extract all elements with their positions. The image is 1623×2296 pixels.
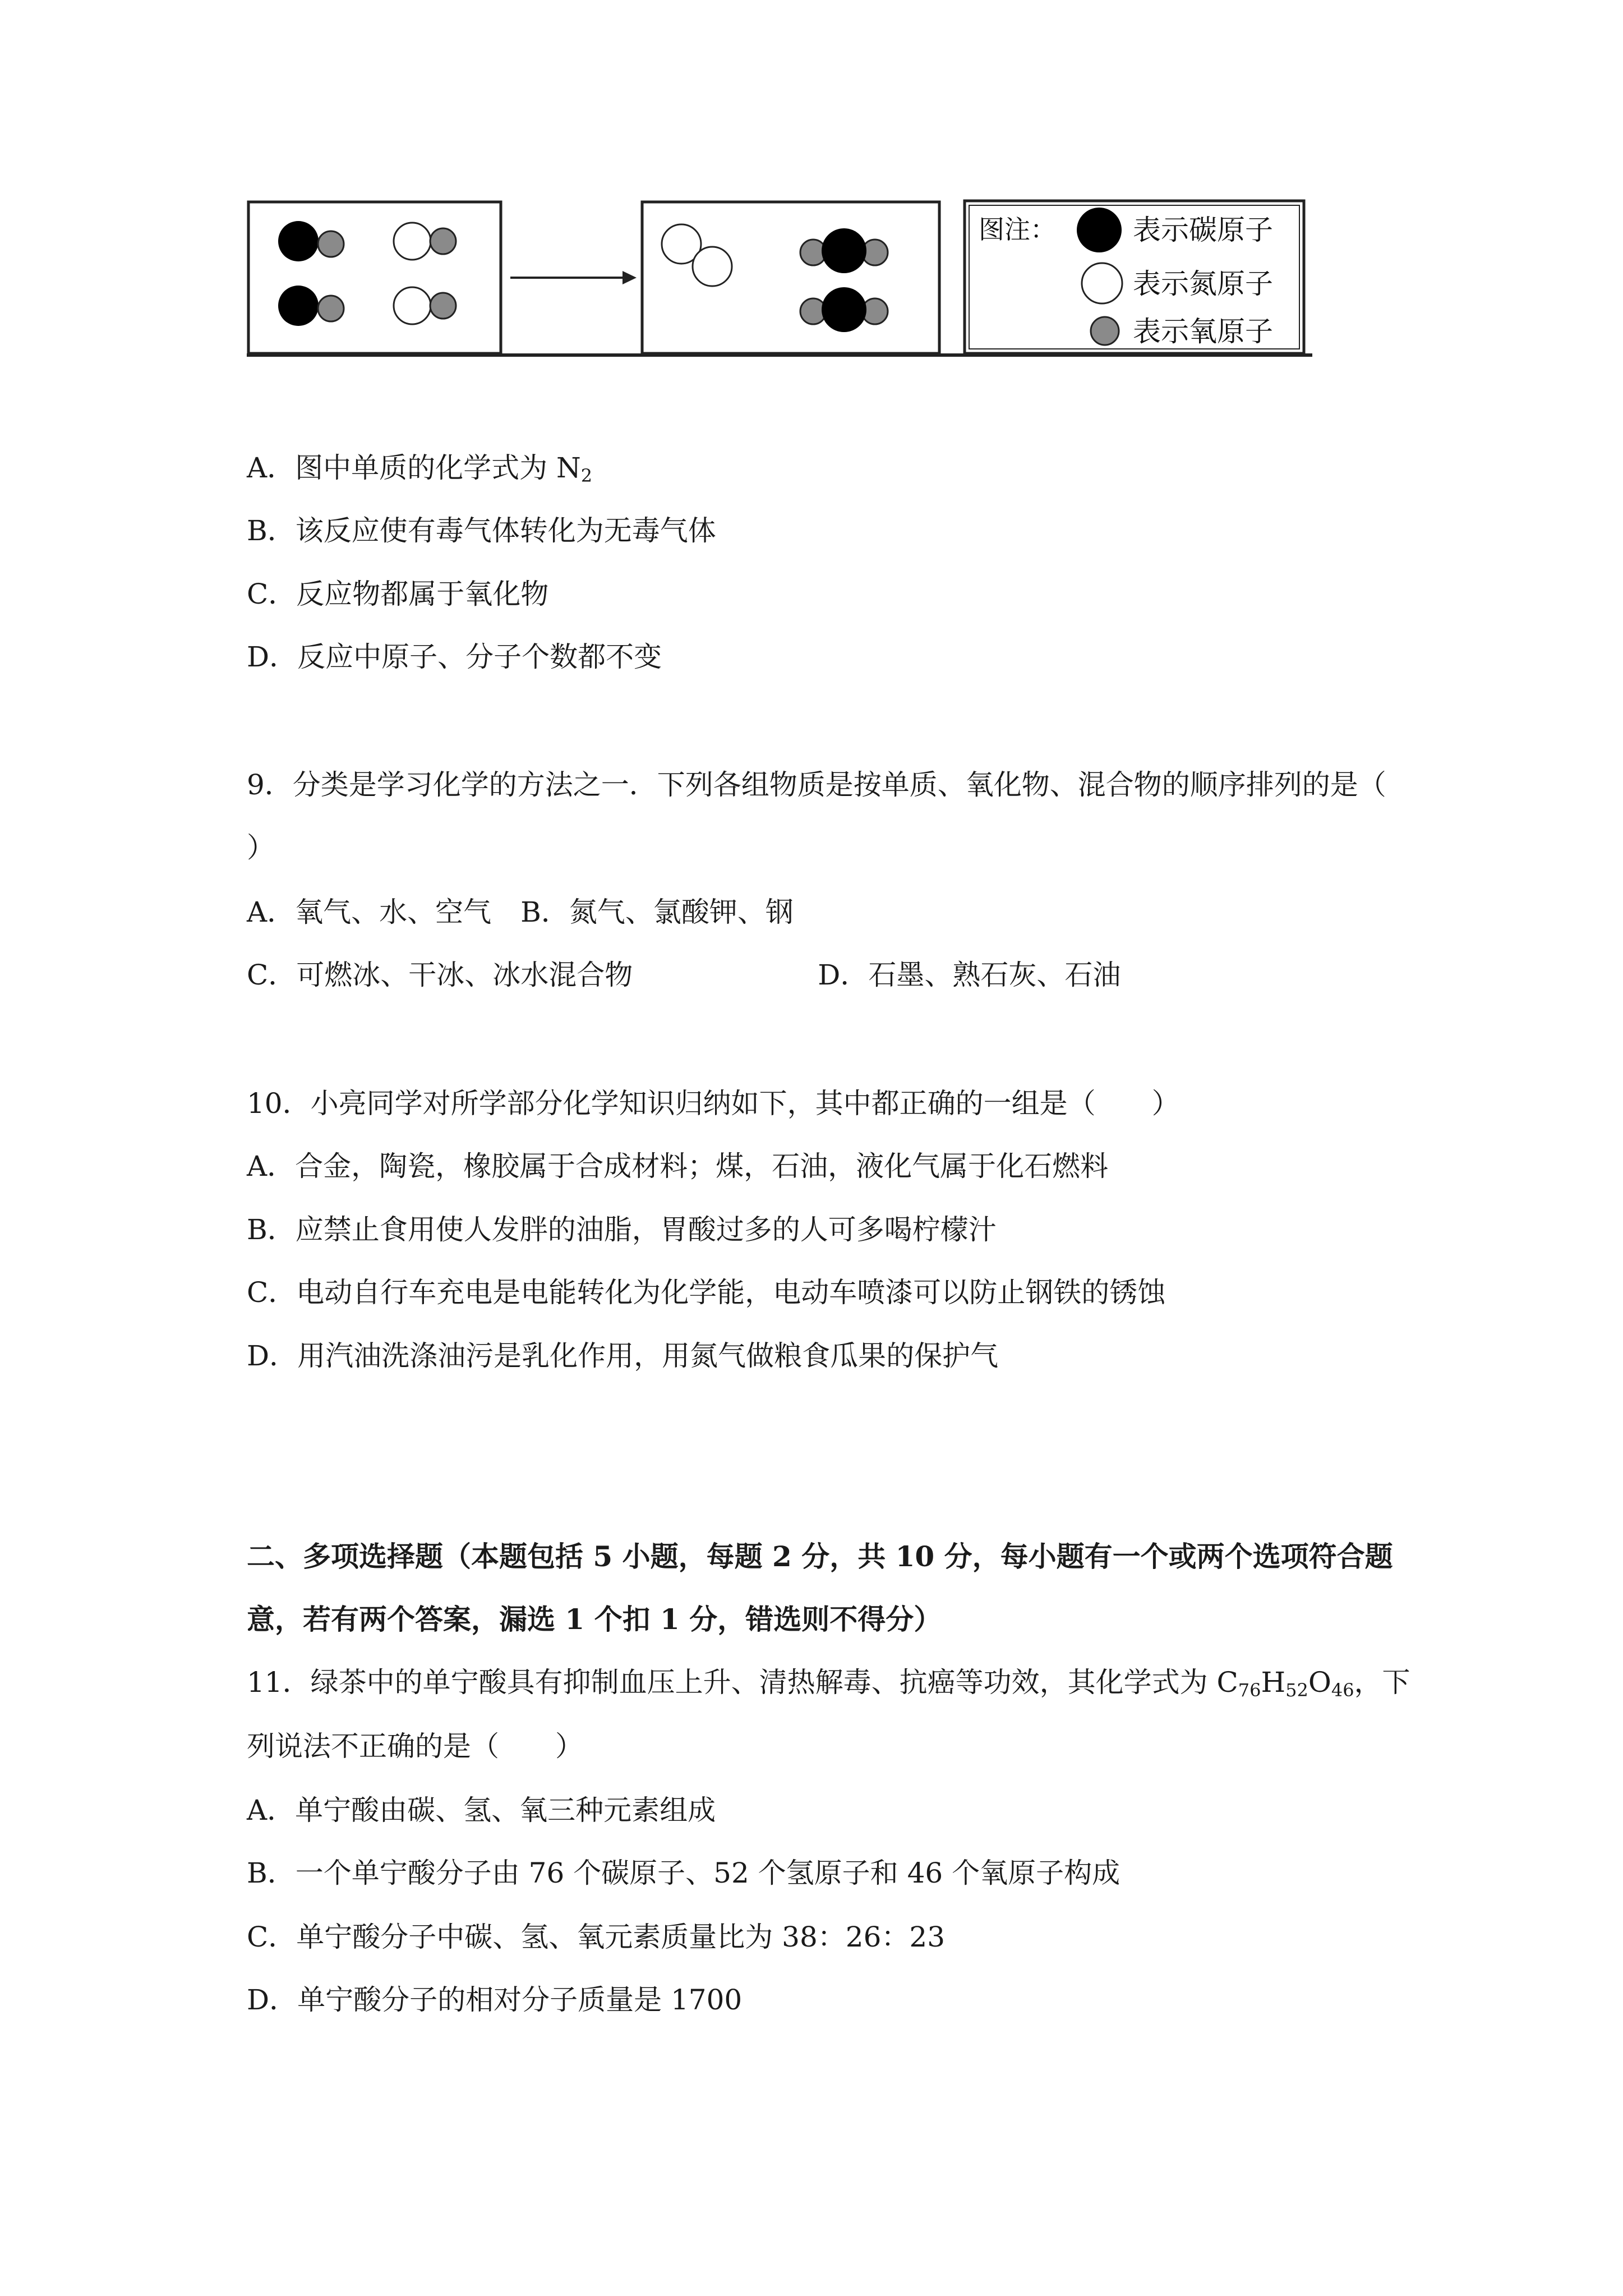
legend-carbon-label: 表示碳原子 [1133,214,1273,246]
q10-option-d: D．用汽油洗涤油污是乳化作用，用氮气做粮食瓜果的保护气 [247,1340,999,1372]
q10-stem: 10．小亮同学对所学部分化学知识归纳如下，其中都正确的一组是（ ） [247,1087,1180,1120]
reaction-arrow [510,271,637,284]
subscript: 2 [580,465,593,486]
oxygen-atom-icon [1091,317,1119,345]
section2-heading-line1: 二、多项选择题（本题包括 5 小题，每题 2 分，共 10 分，每小题有一个或两个选项符合题 [247,1540,1393,1573]
q9-stem-end: ） [247,831,275,864]
legend-nitrogen-label: 表示氮原子 [1133,268,1273,300]
q9-option-d: D．石墨、熟石灰、石油 [818,959,1121,991]
q9-option-b: B．氮气、氯酸钾、钢 [520,896,794,928]
carbon-atom-icon [1077,208,1122,252]
q8-option-d: D．反应中原子、分子个数都不变 [247,641,662,673]
formula-part: H [1261,1666,1286,1699]
subscript: 46 [1331,1680,1354,1701]
q11-option-d: D．单宁酸分子的相对分子质量是 1700 [247,1984,743,2016]
q11-option-a: A．单宁酸由碳、氢、氧三种元素组成 [247,1794,716,1826]
q11-option-b: B．一个单宁酸分子由 76 个碳原子、52 个氢原子和 46 个氧原子构成 [247,1857,1121,1889]
q10-option-b: B．应禁止食用使人发胖的油脂，胃酸过多的人可多喝柠檬汁 [247,1213,997,1246]
q10-option-c: C．电动自行车充电是电能转化为化学能，电动车喷漆可以防止钢铁的锈蚀 [247,1276,1166,1309]
q8-option-b: B．该反应使有毒气体转化为无毒气体 [247,514,716,547]
subscript: 52 [1285,1680,1308,1701]
q8-option-a [247,451,592,485]
q8-option-c: C．反应物都属于氧化物 [247,578,549,610]
legend-oxygen-label: 表示氧原子 [1133,315,1273,348]
stem-tail: ，下 [1354,1666,1410,1699]
q11-stem-line1 [247,1665,1410,1699]
q11-option-c: C．单宁酸分子中碳、氢、氧元素质量比为 38：26：23 [247,1921,946,1953]
section2-heading-line2: 意，若有两个答案，漏选 1 个扣 1 分，错选则不得分） [247,1603,942,1636]
q9-options-ab [247,895,794,929]
q10-option-a: A．合金，陶瓷，橡胶属于合成材料；煤，石油，液化气属于化石燃料 [247,1150,1109,1182]
nitrogen-atom-icon [1082,263,1122,303]
q8-option-a-text: A．图中单质的化学式为 N [247,452,581,484]
q9-options-cd [247,958,1121,992]
q9-option-a: A．氧气、水、空气 [247,896,492,928]
reaction-diagram [247,199,1312,362]
q9-option-c: C．可燃冰、干冰、冰水混合物 [247,959,633,991]
formula-part: O [1308,1666,1331,1699]
legend-title: 图注： [979,214,1056,245]
subscript: 76 [1238,1680,1261,1701]
q9-stem: 9．分类是学习化学的方法之一．下列各组物质是按单质、氧化物、混合物的顺序排列的是（ [247,769,1386,801]
no-molecule [394,287,456,324]
q11-stem-text: 11．绿茶中的单宁酸具有抑制血压上升、清热解毒、抗癌等功效，其化学式为 C [247,1666,1238,1699]
reactants-box [248,202,501,353]
no-molecule [394,223,456,260]
q11-stem-line2: 列说法不正确的是（ ） [247,1730,583,1763]
